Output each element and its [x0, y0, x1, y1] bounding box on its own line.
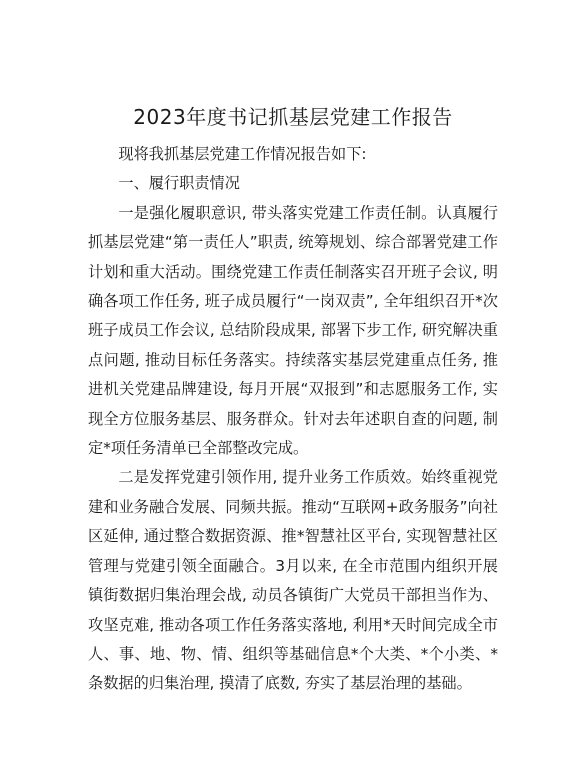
- section-heading: 一、履行职责情况: [118, 174, 240, 193]
- intro-paragraph: 现将我抓基层党建工作情况报告如下:: [118, 145, 367, 163]
- document-title: 2023年度书记抓基层党建工作报告: [133, 105, 453, 129]
- document-body: [88, 140, 498, 699]
- body-paragraph-2: 二是发挥党建引领作用, 提升业务工作质效。始终重视党建和业务融合发展、同频共振。推动“互联网+政务服务”向社区延伸, 通过整合数据资源、推*智慧社区平台, 实现智慧社区管理与党建引领全面融合。3月以来, 在全市范围内组织开展镇街数据归集治理会战, 动员各镇街广大党员干部担当作为、攻坚克难, 推动各项工作任务落实落地, 利用*天时间完成全市人、事、地、物、情、组织等基础信息*个大类、*个小类、*条数据的归集治理, 摸清了底数, 夯实了基层治理的基础。: [88, 468, 498, 693]
- body-paragraph-1: 一是强化履职意识, 带头落实党建工作责任制。认真履行抓基层党建“第一责任人”职责, 统筹规划、综合部署党建工作计划和重大活动。围绕党建工作责任制落实召开班子会议, 明确各项工作任务, 班子成员履行“一岗双责”, 全年组织召开*次班子成员工作会议, 总结阶段成果, 部署下步工作, 研究解决重点问题, 推动目标任务落实。持续落实基层党建重点任务, 推进机关党建品牌建设, 每月开展“双报到”和志愿服务工作, 实现全方位服务基层、服务群众。针对去年述职自查的问题, 制定*项任务清单已全部整改完成。: [88, 203, 498, 458]
